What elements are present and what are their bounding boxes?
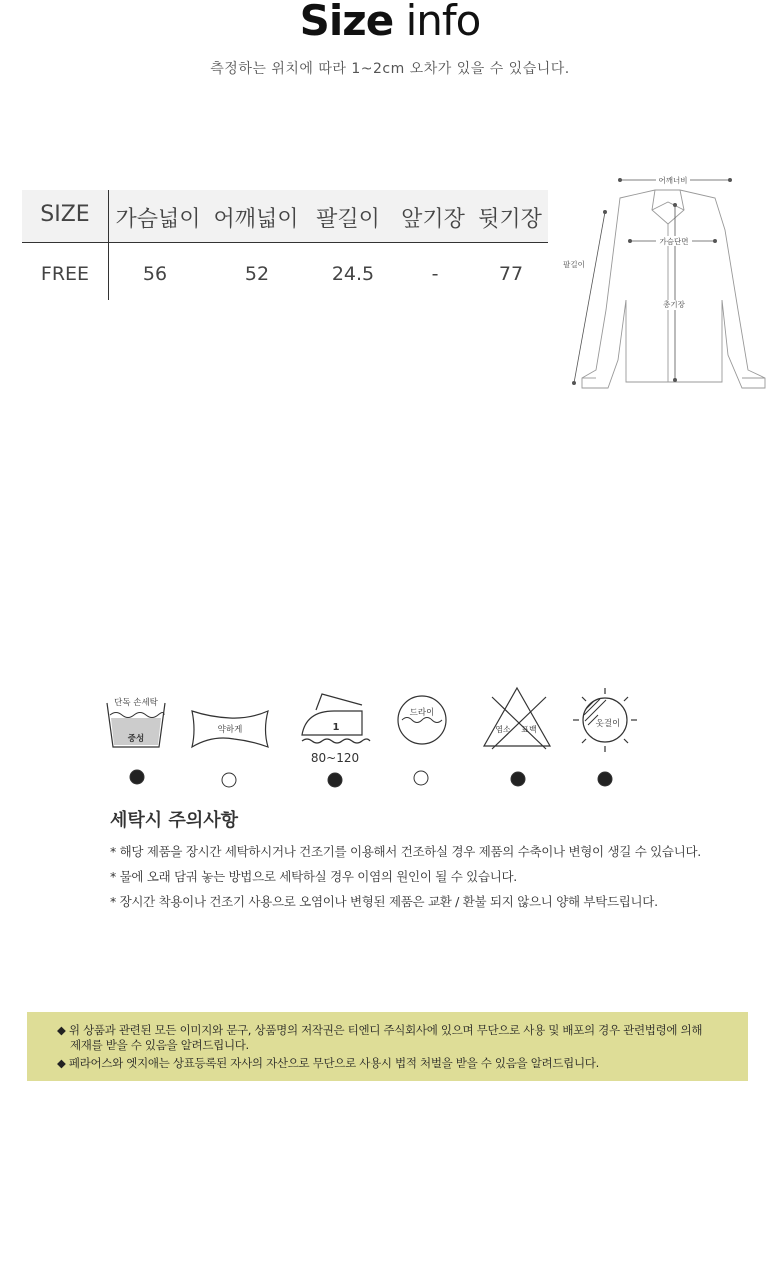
copyright-line-1b: 제재를 받을 수 있음을 알려드립니다. — [70, 1038, 249, 1052]
title-light: info — [405, 0, 481, 45]
care-mark-6 — [598, 772, 612, 786]
cell-front-length: - — [431, 263, 439, 285]
col-header-sleeve: 팔길이 — [316, 207, 380, 232]
bleach-label-1: 염소 — [495, 725, 511, 734]
diagram-length-label: 총기장 — [663, 300, 685, 309]
care-mark-3 — [328, 773, 342, 787]
diagram-sleeve-label: 팔길이 — [563, 260, 585, 269]
bleach-label-2: 표백 — [521, 725, 537, 734]
copyright-notice-box — [27, 1012, 748, 1081]
col-header-back-length: 뒷기장 — [478, 207, 542, 232]
notice-line-2: * 물에 오래 담궈 놓는 방법으로 세탁하실 경우 이염의 원인이 될 수 있습니다. — [110, 869, 517, 884]
copyright-line-2: ◆ 페라어스와 엣지애는 상표등록된 자사의 자산으로 무단으로 사용시 법적 처벌을 받을 수 있음을 알려드립니다. — [57, 1056, 599, 1070]
col-header-front-length: 앞기장 — [401, 207, 465, 232]
cell-sleeve: 24.5 — [331, 263, 375, 285]
care-mark-4 — [414, 771, 428, 785]
copyright-line-1: ◆ 위 상품과 관련된 모든 이미지와 문구, 상품명의 저작권은 티엔디 주식회사에 있으며 무단으로 사용 및 배포의 경우 관련법령에 의해 — [57, 1023, 703, 1037]
cell-back-length: 77 — [498, 263, 524, 285]
col-header-size: SIZE — [40, 202, 90, 227]
iron-temp-label: 80~120 — [310, 751, 360, 765]
care-mark-2 — [222, 773, 236, 787]
care-mark-1 — [130, 770, 144, 784]
shirt-measure-diagram — [560, 170, 775, 395]
title-bold: Size — [299, 0, 394, 45]
row-size: FREE — [40, 263, 90, 285]
size-table-divider — [108, 190, 109, 300]
cell-shoulder: 52 — [244, 263, 270, 285]
diagram-chest-label: 가슴단면 — [659, 237, 689, 246]
page-subtitle: 측정하는 위치에 따라 1~2cm 오차가 있을 수 있습니다. — [210, 61, 570, 77]
shade-dry-label: 옷걸이 — [595, 719, 621, 729]
no-bleach-icon — [484, 688, 550, 749]
iron-icon — [302, 694, 370, 743]
notice-line-3: * 장시간 착용이나 건조기 사용으로 오염이나 변형된 제품은 교환 / 환불 되지 않으니 양해 부탁드립니다. — [110, 894, 658, 909]
cell-chest: 56 — [142, 263, 168, 285]
washing-notice-title: 세탁시 주의사항 — [110, 810, 238, 831]
hand-wash-label: 단독 손세탁 — [114, 698, 158, 708]
page-title — [0, 0, 780, 45]
hand-wash-sub-label: 중성 — [127, 734, 145, 744]
col-header-chest: 가슴넓이 — [115, 207, 201, 232]
notice-line-1: * 해당 제품을 장시간 세탁하시거나 건조기를 이용해서 건조하실 경우 제품의 수축이나 변형이 생길 수 있습니다. — [110, 844, 701, 859]
dry-clean-label: 드라이 — [409, 708, 435, 718]
care-mark-5 — [511, 772, 525, 786]
care-symbols — [100, 685, 660, 795]
gentle-label: 약하게 — [217, 725, 243, 735]
col-header-shoulder: 어깨넓이 — [213, 207, 299, 232]
diagram-shoulder-label: 어깨너비 — [658, 176, 688, 185]
iron-level-label: 1 — [332, 722, 340, 733]
